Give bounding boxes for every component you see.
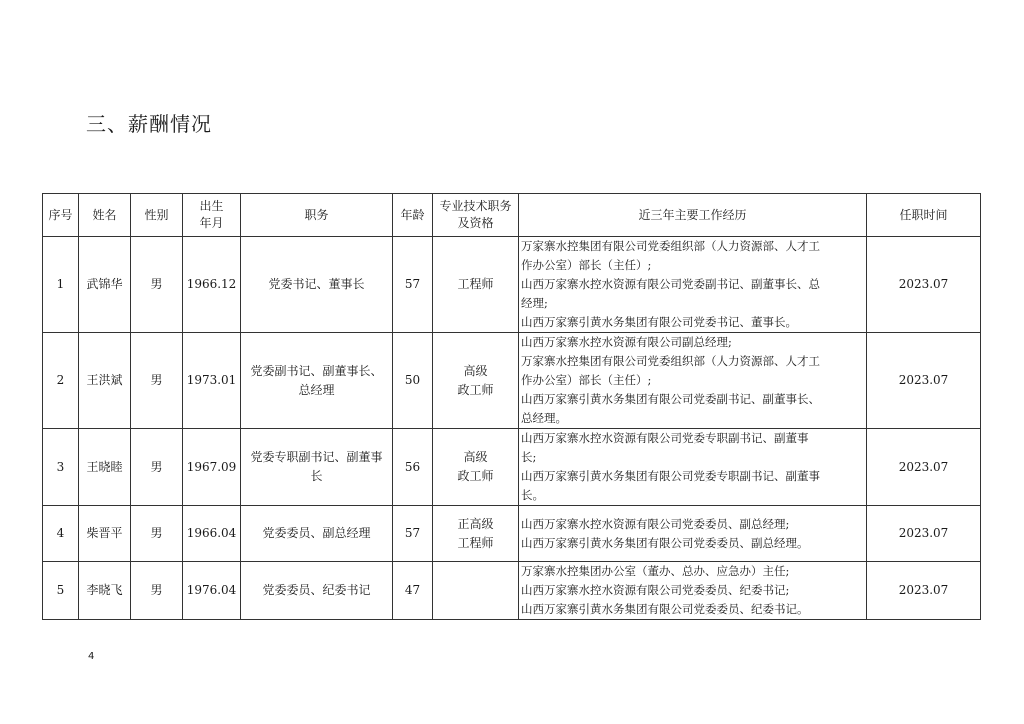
position-line: 党委专职副书记、副董事 (250, 450, 383, 464)
cell-position (241, 506, 393, 562)
cell-age: 56 (393, 429, 433, 506)
history-line: 山西万家寨水控水资源有限公司党委委员、副总经理; (521, 516, 790, 531)
cell-seq: 4 (43, 506, 79, 562)
history-line: 山西万家寨引黄水务集团有限公司党委副书记、副董事长、 (521, 392, 820, 406)
history-line: 山西万家寨水控水资源有限公司党委副书记、副董事长、总 (521, 277, 820, 291)
history-line: 万家寨水控集团办公室（董办、总办、应急办）主任; (521, 564, 790, 578)
header-title-line2: 及资格 (457, 216, 494, 230)
cell-gender: 男 (131, 506, 183, 562)
title-line: 政工师 (457, 382, 494, 397)
table-row (43, 333, 981, 429)
cell-age: 47 (393, 562, 433, 620)
history-line: 山西万家寨水控水资源有限公司党委委员、纪委书记; (521, 583, 790, 597)
table-header-row (43, 194, 981, 237)
header-name: 姓名 (79, 194, 131, 237)
cell-history (519, 562, 867, 620)
history-line: 万家寨水控集团有限公司党委组织部（人力资源部、人才工 (521, 239, 820, 253)
cell-history (519, 333, 867, 429)
header-birth-line1: 出生 (199, 199, 224, 213)
position-line: 党委委员、副总经理 (262, 526, 371, 540)
header-position: 职务 (241, 194, 393, 237)
position-line: 总经理 (298, 382, 335, 397)
page-number: 4 (88, 651, 95, 662)
cell-position (241, 237, 393, 333)
history-line: 长; (521, 450, 537, 464)
cell-position (241, 429, 393, 506)
cell-name: 王晓睦 (79, 429, 131, 506)
cell-title (433, 333, 519, 429)
history-line: 经理; (521, 296, 548, 310)
cell-title (433, 562, 519, 620)
header-appointed: 任职时间 (867, 194, 981, 237)
history-line: 作办公室）部长（主任）; (521, 373, 652, 387)
position-line: 党委副书记、副董事长、 (250, 363, 383, 378)
history-line: 山西万家寨水控水资源有限公司党委专职副书记、副董事 (521, 431, 809, 445)
history-line: 长。 (521, 488, 544, 502)
history-line: 山西万家寨引黄水务集团有限公司党委书记、董事长。 (521, 315, 797, 329)
cell-age: 50 (393, 333, 433, 429)
history-line: 总经理。 (521, 411, 567, 425)
header-age: 年龄 (393, 194, 433, 237)
title-line: 工程师 (457, 535, 494, 550)
table-row (43, 237, 981, 333)
history-line: 山西万家寨引黄水务集团有限公司党委委员、副总经理。 (521, 535, 809, 550)
title-line: 政工师 (457, 469, 494, 483)
cell-title (433, 506, 519, 562)
title-line: 高级 (463, 450, 488, 464)
cell-birth: 1973.01 (183, 333, 241, 429)
cell-seq: 2 (43, 333, 79, 429)
cell-history (519, 429, 867, 506)
cell-seq: 3 (43, 429, 79, 506)
cell-appointed: 2023.07 (867, 237, 981, 333)
cell-title (433, 237, 519, 333)
cell-history (519, 237, 867, 333)
cell-history (519, 506, 867, 562)
title-line: 高级 (463, 363, 488, 378)
cell-position (241, 333, 393, 429)
header-title (433, 194, 519, 237)
position-line: 长 (310, 469, 323, 483)
cell-gender: 男 (131, 237, 183, 333)
table-row (43, 506, 981, 562)
cell-position (241, 562, 393, 620)
history-line: 山西万家寨引黄水务集团有限公司党委委员、纪委书记。 (521, 602, 809, 616)
cell-birth: 1966.12 (183, 237, 241, 333)
salary-table (42, 193, 981, 620)
title-line: 工程师 (457, 277, 494, 291)
table-row (43, 429, 981, 506)
cell-appointed: 2023.07 (867, 429, 981, 506)
header-birth-line2: 年月 (199, 216, 224, 230)
cell-seq: 1 (43, 237, 79, 333)
cell-name: 李晓飞 (79, 562, 131, 620)
history-line: 山西万家寨引黄水务集团有限公司党委专职副书记、副董事 (521, 469, 820, 483)
header-title-line1: 专业技术职务 (439, 199, 512, 213)
header-history: 近三年主要工作经历 (519, 194, 867, 237)
cell-birth: 1967.09 (183, 429, 241, 506)
header-birth (183, 194, 241, 237)
cell-gender: 男 (131, 562, 183, 620)
cell-birth: 1966.04 (183, 506, 241, 562)
cell-gender: 男 (131, 333, 183, 429)
cell-name: 柴晋平 (79, 506, 131, 562)
cell-appointed: 2023.07 (867, 333, 981, 429)
cell-birth: 1976.04 (183, 562, 241, 620)
title-line: 正高级 (457, 516, 494, 531)
cell-gender: 男 (131, 429, 183, 506)
cell-appointed: 2023.07 (867, 506, 981, 562)
header-gender: 性别 (131, 194, 183, 237)
history-line: 万家寨水控集团有限公司党委组织部（人力资源部、人才工 (521, 354, 820, 368)
cell-name: 王洪斌 (79, 333, 131, 429)
cell-age: 57 (393, 506, 433, 562)
history-line: 作办公室）部长（主任）; (521, 258, 652, 272)
cell-seq: 5 (43, 562, 79, 620)
cell-name: 武锦华 (79, 237, 131, 333)
history-line: 山西万家寨水控水资源有限公司副总经理; (521, 335, 732, 349)
position-line: 党委书记、董事长 (268, 277, 365, 291)
cell-age: 57 (393, 237, 433, 333)
table-row (43, 562, 981, 620)
cell-appointed: 2023.07 (867, 562, 981, 620)
position-line: 党委委员、纪委书记 (262, 583, 371, 597)
cell-title (433, 429, 519, 506)
header-seq: 序号 (43, 194, 79, 237)
section-heading: 三、薪酬情况 (86, 112, 212, 136)
